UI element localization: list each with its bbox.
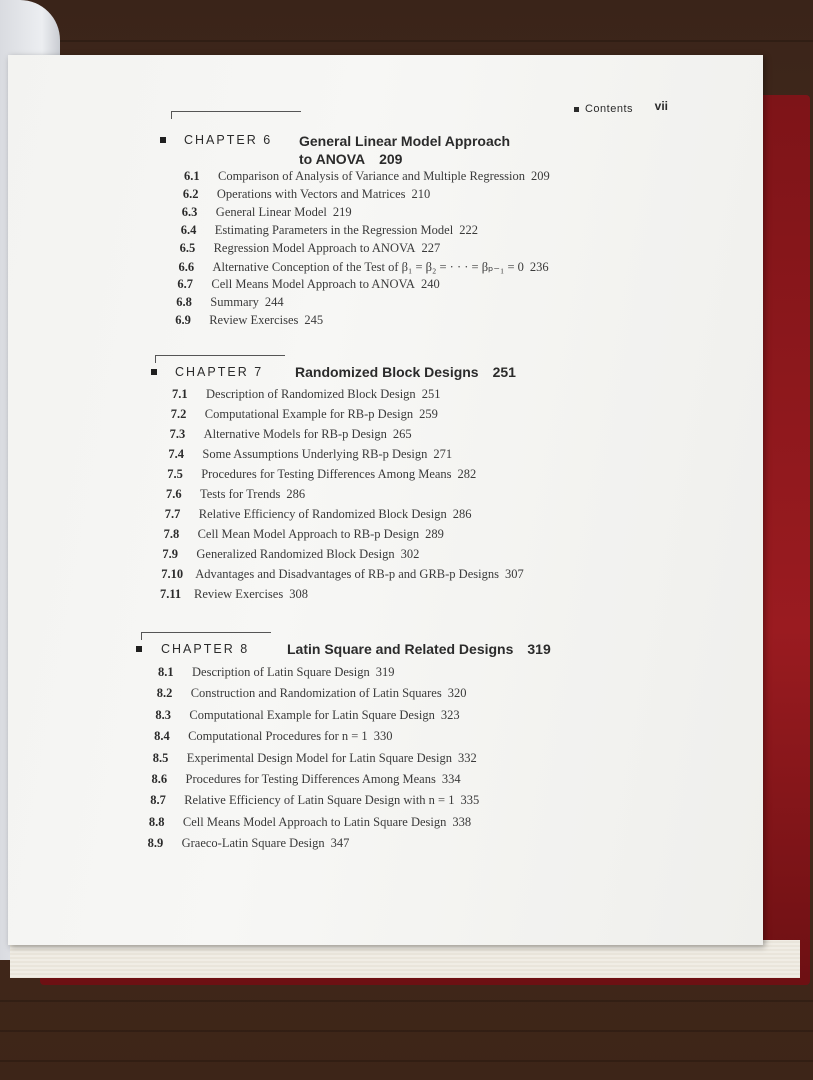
toc-entry-title: Generalized Randomized Block Design — [196, 547, 395, 561]
toc-entry — [166, 487, 305, 502]
toc-entry-page: 332 — [458, 750, 477, 765]
toc-entry-number: 7.7 — [164, 507, 181, 521]
toc-entry — [158, 665, 394, 680]
toc-entry — [149, 815, 471, 830]
toc-entry — [172, 387, 440, 402]
toc-entry — [153, 751, 477, 766]
toc-entry-number: 6.6 — [178, 260, 195, 274]
toc-entry-page: 259 — [419, 407, 438, 421]
chapter-rule-tick — [171, 111, 172, 119]
toc-entry-number: 8.3 — [155, 707, 172, 722]
toc-entry-page: 308 — [289, 587, 308, 601]
chapter-rule — [155, 355, 285, 356]
toc-entry — [157, 686, 467, 701]
chapter-rule-tick — [141, 632, 142, 640]
toc-entry-page: 271 — [433, 447, 453, 461]
toc-entry-title: Procedures for Testing Differences Among Means — [201, 467, 452, 481]
toc-entry-page: 319 — [375, 665, 395, 679]
toc-entry-page: 334 — [441, 772, 461, 786]
toc-entry-page: 286 — [452, 507, 472, 521]
chapter-label: CHAPTER 8 — [161, 642, 250, 656]
toc-entry-number: 7.5 — [167, 467, 183, 481]
toc-entry-title: Graeco-Latin Square Design — [181, 836, 325, 851]
toc-entry — [164, 527, 444, 542]
toc-entry-page: 320 — [447, 686, 467, 701]
toc-entry — [182, 205, 352, 220]
toc-entry-number: 6.8 — [176, 295, 192, 309]
toc-entry-title: Summary — [210, 295, 259, 309]
toc-entry-title: Computational Example for RB-p Design — [204, 407, 414, 421]
toc-entry — [152, 772, 461, 787]
toc-entry — [165, 507, 472, 522]
toc-entry-number: 6.4 — [180, 223, 197, 237]
toc-entry-number: 8.9 — [147, 836, 164, 851]
toc-entry-title: Estimating Parameters in the Regression Model — [214, 223, 454, 237]
toc-entry — [171, 407, 438, 422]
toc-entry — [150, 793, 479, 808]
toc-entry-title: Construction and Randomization of Latin Squares — [190, 686, 442, 701]
toc-entry-page: 219 — [332, 205, 352, 219]
toc-entry-number: 6.2 — [182, 187, 199, 201]
chapter-title-line1: Latin Square and Related Designs — [287, 641, 514, 657]
toc-entry-title: Tests for Trends — [200, 487, 281, 501]
page-number: vii — [654, 99, 668, 113]
toc-entry-page: 286 — [286, 487, 306, 501]
toc-entry-page: 307 — [504, 567, 524, 581]
toc-entry-title: Relative Efficiency of Randomized Block Design — [198, 507, 447, 521]
toc-entry-number: 7.1 — [172, 387, 188, 401]
toc-entry-number: 7.8 — [163, 527, 180, 541]
toc-entry-number: 8.1 — [158, 665, 174, 679]
toc-entry-page: 265 — [392, 427, 412, 441]
chapter-title-line1: General Linear Model Approach — [299, 133, 511, 149]
toc-entry-title: Comparison of Analysis of Variance and Multiple Regression — [218, 169, 526, 183]
toc-entry-page: 222 — [459, 223, 478, 237]
chapter-marker-icon — [160, 137, 166, 143]
chapter-label: CHAPTER 6 — [184, 133, 273, 147]
toc-entry-number: 7.2 — [170, 407, 187, 421]
toc-entry-number: 6.7 — [177, 277, 194, 291]
chapter-rule-tick — [155, 355, 156, 363]
toc-entry-title: Description of Latin Square Design — [192, 665, 370, 679]
toc-entry-page: 251 — [421, 387, 441, 401]
toc-entry — [148, 836, 350, 851]
chapter-marker-icon — [151, 369, 157, 375]
chapter-title-line2: to ANOVA — [299, 151, 366, 167]
toc-entry-title: Cell Mean Model Approach to RB-p Design — [197, 527, 420, 541]
chapter-page: 209 — [379, 151, 403, 167]
toc-entry-title: Relative Efficiency of Latin Square Design with n = 1 — [184, 793, 455, 808]
toc-entry — [180, 241, 441, 256]
toc-entry-title: Cell Means Model Approach to Latin Square Design — [182, 814, 447, 829]
chapter-marker-icon — [136, 646, 142, 652]
toc-entry-title: Computational Example for Latin Square Design — [189, 707, 435, 722]
toc-entry-page: 282 — [457, 467, 477, 481]
toc-entry-number: 8.8 — [148, 814, 165, 829]
contents-page — [8, 55, 763, 945]
page-stack-edge — [10, 940, 800, 978]
chapter-page: 319 — [527, 641, 551, 657]
toc-entry-page: 209 — [531, 169, 550, 183]
toc-entry-title: Some Assumptions Underlying RB-p Design — [202, 447, 428, 461]
toc-entry-title: Operations with Vectors and Matrices — [216, 187, 406, 201]
toc-entry — [155, 708, 459, 723]
chapter-title-line1: Randomized Block Designs — [295, 364, 479, 380]
toc-entry-page: 323 — [440, 707, 460, 722]
toc-entry — [162, 547, 419, 562]
toc-entry-title: Cell Means Model Approach to ANOVA — [211, 277, 415, 291]
chapter-rule — [171, 111, 301, 112]
toc-entry — [183, 187, 430, 202]
toc-entry-page: 330 — [373, 729, 393, 744]
chapter-title — [299, 132, 510, 168]
toc-entry-number: 6.9 — [175, 313, 191, 327]
toc-entry-page: 335 — [460, 793, 480, 808]
toc-entry-page: 210 — [411, 187, 431, 201]
chapter-page: 251 — [492, 364, 516, 380]
toc-entry-page: 289 — [425, 527, 444, 541]
toc-entry-page: 240 — [420, 277, 440, 291]
running-head-label: Contents — [584, 103, 633, 115]
toc-entry-number: 8.2 — [156, 686, 173, 701]
toc-entry-number: 7.6 — [166, 487, 182, 501]
toc-entry — [176, 295, 283, 310]
chapter-title — [295, 363, 516, 381]
toc-entry — [181, 223, 478, 238]
toc-entry — [177, 277, 439, 292]
toc-entry-title: General Linear Model — [215, 205, 327, 219]
toc-entry-title: Regression Model Approach to ANOVA — [213, 241, 416, 255]
toc-entry — [168, 447, 452, 462]
toc-entry-title: Experimental Design Model for Latin Square Design — [186, 750, 453, 765]
toc-entry — [179, 259, 549, 275]
toc-entry-title: Alternative Models for RB-p Design — [203, 427, 387, 441]
toc-entry — [161, 567, 524, 582]
toc-entry-title: Review Exercises — [209, 313, 299, 327]
toc-entry-number: 6.1 — [184, 169, 200, 183]
toc-entry-number: 7.9 — [162, 547, 179, 561]
toc-entry-page: 347 — [330, 836, 350, 851]
toc-entry-title: Computational Procedures for n = 1 — [188, 729, 368, 744]
toc-entry-number: 7.3 — [169, 427, 186, 441]
toc-entry-title: Description of Randomized Block Design — [206, 387, 416, 401]
toc-entry-number: 8.6 — [151, 772, 168, 786]
toc-entry-number: 8.5 — [152, 750, 169, 765]
toc-entry-title: Review Exercises — [194, 587, 284, 601]
toc-entry-page: 245 — [304, 313, 324, 327]
toc-entry-page: 302 — [400, 547, 420, 561]
toc-entry-number: 8.4 — [154, 729, 170, 744]
chapter-title — [287, 640, 551, 658]
bullet-square-icon — [574, 107, 579, 112]
toc-entry — [167, 467, 476, 482]
toc-entry-page: 338 — [452, 814, 472, 829]
toc-entry-number: 7.11 — [160, 587, 182, 601]
toc-entry — [154, 729, 392, 744]
toc-entry — [160, 587, 308, 602]
running-head — [574, 103, 633, 115]
toc-entry-number: 7.4 — [168, 447, 185, 461]
toc-entry-number: 8.7 — [150, 793, 166, 808]
toc-entry-page: 236 — [529, 260, 549, 274]
toc-entry — [175, 313, 323, 328]
toc-entry-number: 6.5 — [179, 241, 196, 255]
toc-entry — [170, 427, 412, 442]
toc-entry-page: 244 — [264, 295, 284, 309]
toc-entry-page: 227 — [421, 241, 441, 255]
toc-entry-number: 7.10 — [161, 567, 184, 581]
toc-entry-title: Advantages and Disadvantages of RB-p and GRB-p Designs — [195, 567, 499, 581]
toc-entry-title: Alternative Conception of the Test of β₁ = β₂ = · · · = βₚ₋₁ = 0 — [212, 260, 524, 274]
toc-entry-number: 6.3 — [181, 205, 198, 219]
toc-entry-title: Procedures for Testing Differences Among Means — [185, 772, 436, 786]
chapter-rule — [141, 632, 271, 633]
toc-entry — [184, 169, 550, 184]
chapter-label: CHAPTER 7 — [175, 365, 264, 379]
